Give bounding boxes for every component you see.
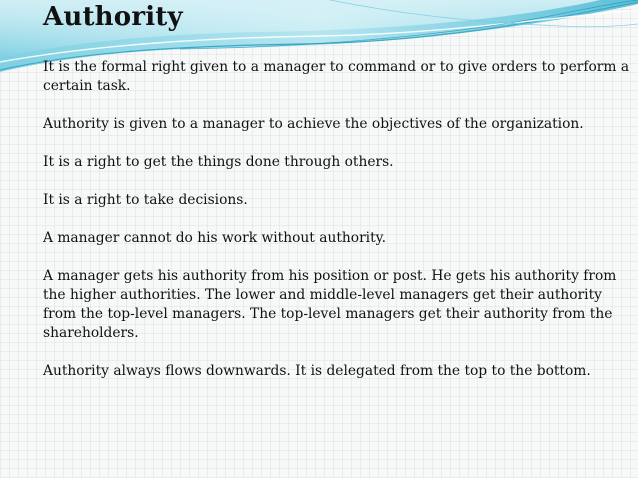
- paragraph-flows-downwards: Authority always flows downwards. It is delegated from the top to the bottom.: [43, 363, 591, 379]
- paragraph-through-others: It is a right to get the things done through others.: [43, 154, 394, 170]
- slide-body: [43, 58, 635, 400]
- paragraph-formal-right: It is the formal right given to a manager to command or to give orders to perform a certain task.: [43, 59, 630, 94]
- paragraph-decisions: It is a right to take decisions.: [43, 192, 248, 208]
- paragraph-cannot-work: A manager cannot do his work without authority.: [43, 230, 386, 246]
- slide-title: Authority: [43, 2, 183, 32]
- paragraph-source-of-authority: A manager gets his authority from his position or post. He gets his authority from the higher authorities. The lower and middle-level managers get their authority from the top-level managers. The top-level managers get their authority from the shareholders.: [43, 268, 617, 341]
- paragraph-objectives: Authority is given to a manager to achieve the objectives of the organization.: [43, 116, 584, 132]
